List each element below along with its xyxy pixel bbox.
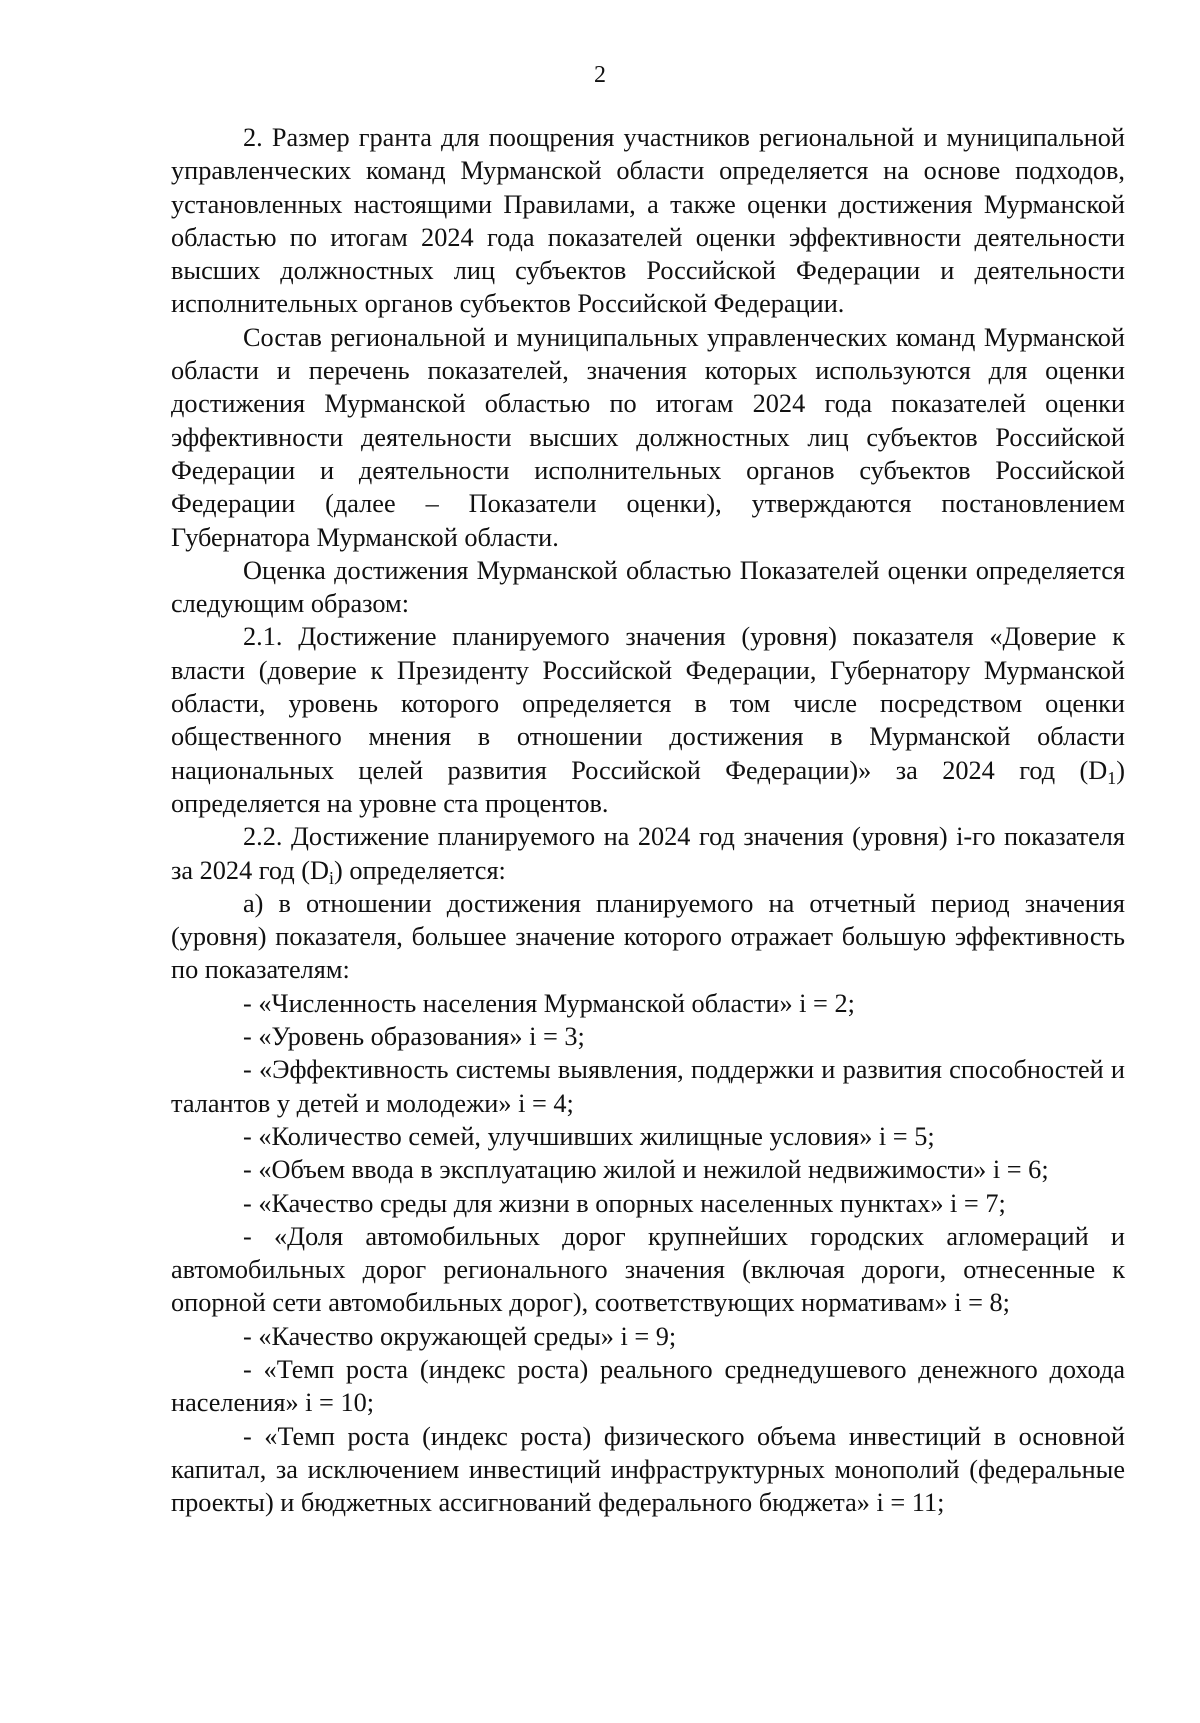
page-number: 2: [594, 62, 606, 88]
list-item-indicator-9: - «Качество окружающей среды» i = 9;: [243, 1321, 677, 1351]
list-item-indicator-11: - «Темп роста (индекс роста) физического объема инвестиций в основной капитал, за исключением инвестиций инфраструктурных монополий (федеральные проекты) и бюджетных ассигнований федерального бюджета» i = 11;: [171, 1421, 1125, 1518]
paragraph-trust-indicator: [171, 620, 1125, 820]
paragraph-grant-size: 2. Размер гранта для поощрения участников региональной и муниципальной управленческих команд Мурманской области определяется на основе подходов, установленных настоящими Правилами, а также оценки достижения Мурманской областью по итогам 2024 года показателей оценки эффективности деятельности высших должностных лиц субъектов Российской Федерации и деятельности исполнительных органов субъектов Российской Федерации.: [171, 123, 1125, 319]
indicator-achievement-text: 2.2. Достижение планируемого на 2024 год значения (уровня) i-го показателя за 2024 год (D: [171, 822, 1125, 885]
document-body: [171, 121, 1125, 1519]
list-item-indicator-4: - «Эффективность системы выявления, поддержки и развития способностей и талантов у детей и молодежи» i = 4;: [171, 1055, 1125, 1118]
indicator-achievement-text-end: ) определяется:: [334, 855, 506, 885]
list-item-indicator-6: - «Объем ввода в эксплуатацию жилой и нежилой недвижимости» i = 6;: [243, 1155, 1049, 1185]
paragraph-subpoint-a: а) в отношении достижения планируемого на отчетный период значения (уровня) показателя, большее значение которого отражает большую эффективность по показателям:: [171, 888, 1125, 985]
trust-indicator-text: 2.1. Достижение планируемого значения (уровня) показателя «Доверие к власти (доверие к Президенту Российской Федерации, Губернатору Мурманской области, уровень которого определяется в том числе посредством оценки общественного мнения в отношении достижения в Мурманской области национальных целей развития Российской Федерации)» за 2024 год (D: [171, 622, 1125, 785]
list-item-indicator-2: - «Численность населения Мурманской области» i = 2;: [243, 988, 855, 1018]
paragraph-evaluation-method: Оценка достижения Мурманской областью Показателей оценки определяется следующим образом:: [171, 555, 1125, 619]
list-item-indicator-3: - «Уровень образования» i = 3;: [243, 1022, 585, 1052]
list-item-indicator-10: - «Темп роста (индекс роста) реального среднедушевого денежного дохода населения» i = 10;: [171, 1354, 1125, 1418]
indicator-achievement-subscript: i: [329, 867, 334, 888]
list-item-indicator-5: - «Количество семей, улучшивших жилищные условия» i = 5;: [243, 1121, 935, 1151]
paragraph-team-composition: Состав региональной и муниципальных управленческих команд Мурманской области и перечень показателей, значения которых используются для оценки достижения Мурманской областью по итогам 2024 года показателей оценки эффективности деятельности высших должностных лиц субъектов Российской Федерации и деятельности исполнительных органов субъектов Российской Федерации (далее – Показатели оценки), утверждаются постановлением Губернатора Мурманской области.: [171, 322, 1125, 552]
trust-indicator-text-end: ) определяется на уровне ста процентов.: [171, 755, 1125, 818]
trust-indicator-subscript: 1: [1107, 767, 1117, 788]
paragraph-indicator-achievement: [171, 820, 1125, 887]
list-item-indicator-8: - «Доля автомобильных дорог крупнейших городских агломераций и автомобильных дорог регионального значения (включая дороги, отнесенные к опорной сети автомобильных дорог), соответствующих нормативам» i = 8;: [171, 1221, 1125, 1318]
list-item-indicator-7: - «Качество среды для жизни в опорных населенных пунктах» i = 7;: [243, 1188, 1006, 1218]
